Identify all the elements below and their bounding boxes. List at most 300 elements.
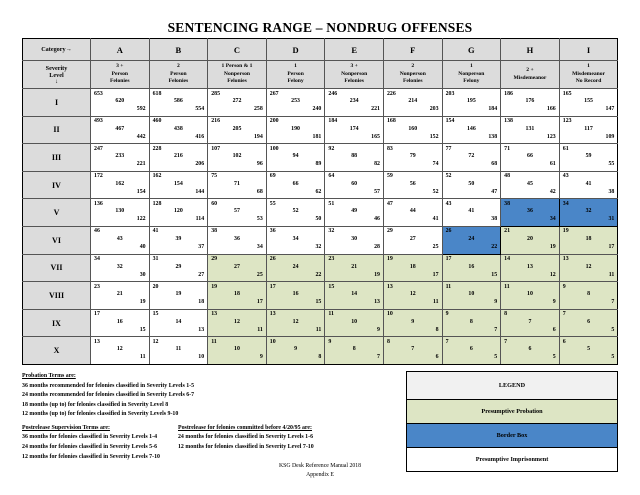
grid-cell-VII-C[interactable] [208,254,267,282]
grid-cell-V-H[interactable] [501,199,560,227]
grid-cell-X-G[interactable] [442,337,501,365]
grid-cell-II-F[interactable] [383,116,442,144]
grid-cell-II-G[interactable] [442,116,501,144]
grid-cell-X-E[interactable] [325,337,384,365]
cell-mid-term: 130 [115,208,125,215]
column-header-g: G [442,39,501,61]
cell-high-term: 226 [386,90,396,97]
cell-high-term: 41 [152,228,159,235]
grid-cell-VII-D[interactable] [266,254,325,282]
cell-low-term: 42 [549,188,556,195]
grid-row [23,226,618,254]
grid-cell-V-B[interactable] [149,199,208,227]
cell-low-term: 154 [136,188,146,195]
grid-cell-IX-E[interactable] [325,309,384,337]
grid-cell-VI-F[interactable] [383,226,442,254]
cell-mid-term: 214 [408,98,418,104]
cell-low-term: 57 [374,188,380,195]
cell-low-term: 27 [198,271,205,278]
cell-high-term: 29 [386,228,393,235]
cell-mid-term: 12 [585,263,592,270]
grid-cell-VI-I[interactable] [559,226,618,254]
cell-high-term: 162 [152,173,162,180]
severity-level-header-cell [23,61,91,89]
cell-high-term: 267 [269,90,279,97]
cell-mid-term: 7 [411,346,415,353]
cell-mid-term: 36 [527,208,533,215]
cell-low-term: 25 [256,271,263,278]
cell-mid-term: 6 [587,318,591,325]
grid-cell-I-B[interactable] [149,89,208,117]
page-title: SENTENCING RANGE – NONDRUG OFFENSES [167,20,473,35]
severity-label-line2: Level [49,71,64,79]
cell-low-term: 8 [318,354,322,361]
grid-cell-II-A[interactable] [91,116,150,144]
grid-cell-IV-H[interactable] [501,171,560,199]
grid-row [23,282,618,310]
cell-high-term: 186 [504,90,513,97]
probation-term-line: 18 months (up to) for felonies classified in Severity Level 8 [22,401,169,408]
postrelease-before-line: 24 months for felonies classified in Severity Levels 1-6 [177,434,314,441]
cell-low-term: 55 [608,161,615,168]
grid-cell-VIII-C[interactable] [208,282,267,310]
grid-cell-VII-A[interactable] [91,254,150,282]
postrelease-before-block [178,424,314,462]
cell-high-term: 13 [269,311,276,318]
grid-cell-VI-C[interactable] [208,226,267,254]
cell-low-term: 258 [253,106,263,112]
cell-high-term: 38 [211,228,218,235]
postrelease-line: 36 months for felonies classified in Severity Levels 1-4 [22,434,158,441]
cell-high-term: 52 [445,173,452,180]
cell-high-term: 136 [94,200,103,207]
grid-cell-IX-F[interactable] [383,309,442,337]
severity-level-IV: IV [23,171,91,199]
grid-cell-I-A[interactable] [91,89,150,117]
cell-low-term: 138 [488,133,498,140]
cell-mid-term: 131 [525,125,535,132]
cell-mid-term: 27 [234,263,240,270]
cell-mid-term: 10 [468,291,475,298]
grid-cell-II-B[interactable] [149,116,208,144]
severity-level-III: III [23,144,91,172]
cell-high-term: 168 [386,118,396,125]
cell-mid-term: 6 [528,346,532,353]
cell-low-term: 52 [432,188,439,195]
cell-mid-term: 146 [466,125,476,132]
cell-mid-term: 29 [175,263,182,270]
cell-mid-term: 20 [527,235,533,242]
postrelease-before-line: 12 months for felonies classified in Severity Level 7-10 [177,443,314,450]
cell-low-term: 68 [491,161,498,168]
cell-high-term: 43 [445,200,452,207]
cell-mid-term: 162 [115,180,125,187]
grid-cell-VII-F[interactable] [383,254,442,282]
cell-low-term: 89 [315,161,322,168]
grid-cell-IV-F[interactable] [383,171,442,199]
cell-low-term: 6 [435,354,439,361]
cell-mid-term: 32 [585,208,592,215]
grid-cell-I-I[interactable] [559,89,618,117]
grid-cell-II-D[interactable] [266,116,325,144]
cell-high-term: 11 [504,283,510,290]
cell-low-term: 554 [195,106,205,112]
grid-cell-X-A[interactable] [91,337,150,365]
cell-low-term: 96 [256,161,263,168]
probation-terms-heading: Probation Terms are: [22,373,76,379]
cell-mid-term: 71 [234,180,240,187]
cell-low-term: 181 [312,133,322,140]
cell-high-term: 100 [269,145,279,152]
grid-cell-VI-H[interactable] [501,226,560,254]
cell-high-term: 17 [269,283,276,290]
cell-high-term: 19 [386,256,393,263]
cell-low-term: 15 [139,326,146,333]
grid-cell-IX-H[interactable] [501,309,560,337]
grid-cell-X-D[interactable] [266,337,325,365]
footer [0,462,640,480]
cell-high-term: 228 [152,145,162,152]
category-arrow-icon: → [65,46,72,53]
grid-cell-IV-I[interactable] [559,171,618,199]
cell-mid-term: 57 [234,208,240,215]
grid-cell-I-E[interactable] [325,89,384,117]
grid-cell-X-B[interactable] [149,337,208,365]
cell-low-term: 17 [256,299,263,306]
legend-item-border-box: Border Box [407,424,617,448]
cell-high-term: 32 [328,228,335,235]
grid-cell-III-C[interactable] [208,144,267,172]
cell-low-term: 7 [377,354,380,361]
grid-cell-VI-A[interactable] [91,226,150,254]
postrelease-before-heading: Postrelease for felonies committed before 4/20/95 are: [177,424,313,431]
cell-mid-term: 9 [294,346,298,353]
cell-mid-term: 16 [116,318,123,325]
cell-low-term: 152 [429,133,439,140]
cell-mid-term: 27 [409,235,416,242]
cell-high-term: 71 [504,145,511,152]
column-desc-i: 1 Misdemeanor No Record [559,61,618,89]
grid-row [23,171,618,199]
cell-high-term: 285 [211,90,221,97]
cell-mid-term: 24 [468,235,475,242]
column-desc-e: 3 + Nonperson Felonies [325,61,384,89]
cell-high-term: 460 [152,118,162,125]
cell-low-term: 38 [491,216,498,223]
column-header-d: D [266,39,325,61]
cell-high-term: 13 [562,256,569,263]
probation-term-line: 24 months recommended for felonies classified in Severity Levels 6-7 [22,392,195,399]
grid-cell-IV-D[interactable] [266,171,325,199]
cell-high-term: 46 [94,228,100,235]
cell-low-term: 184 [488,106,498,112]
grid-cell-III-G[interactable] [442,144,501,172]
severity-arrow-icon: ↓ [55,78,58,85]
grid-cell-V-E[interactable] [325,199,384,227]
cell-high-term: 200 [269,118,279,125]
grid-cell-V-F[interactable] [383,199,442,227]
grid-cell-III-E[interactable] [325,144,384,172]
cell-low-term: 37 [198,243,205,250]
cell-low-term: 11 [140,354,146,361]
cell-low-term: 5 [611,354,615,361]
cell-mid-term: 66 [292,180,299,187]
cell-low-term: 11 [315,326,322,333]
cell-mid-term: 18 [409,263,416,270]
cell-low-term: 12 [549,271,556,278]
cell-high-term: 11 [445,283,452,290]
grid-cell-III-A[interactable] [91,144,150,172]
cell-mid-term: 16 [468,263,475,270]
cell-high-term: 172 [94,173,103,180]
grid-cell-X-C[interactable] [208,337,267,365]
grid-cell-VII-I[interactable] [559,254,618,282]
cell-high-term: 11 [211,338,217,345]
cell-mid-term: 9 [411,318,415,325]
grid-cell-VIII-H[interactable] [501,282,560,310]
cell-high-term: 75 [211,173,218,180]
grid-cell-IX-B[interactable] [149,309,208,337]
cell-low-term: 25 [432,243,439,250]
cell-high-term: 17 [94,311,100,318]
grid-cell-V-A[interactable] [91,199,150,227]
cell-mid-term: 586 [173,98,183,104]
severity-level-V: V [23,199,91,227]
cell-high-term: 19 [211,283,218,290]
cell-mid-term: 60 [351,180,358,187]
grid-cell-III-D[interactable] [266,144,325,172]
grid-cell-I-F[interactable] [383,89,442,117]
cell-mid-term: 10 [527,291,533,298]
cell-high-term: 154 [445,118,455,125]
cell-high-term: 13 [386,283,393,290]
cell-high-term: 216 [211,118,221,125]
cell-high-term: 61 [562,145,569,152]
grid-row [23,337,618,365]
cell-high-term: 20 [152,283,159,290]
cell-low-term: 82 [374,161,380,168]
cell-high-term: 246 [328,90,338,97]
cell-low-term: 19 [139,299,146,306]
postrelease-columns [22,424,442,462]
grid-row [23,309,618,337]
severity-level-VII: VII [23,254,91,282]
cell-mid-term: 94 [292,153,299,160]
cell-mid-term: 190 [291,125,300,132]
grid-cell-IV-A[interactable] [91,171,150,199]
grid-cell-X-H[interactable] [501,337,560,365]
grid-cell-VIII-E[interactable] [325,282,384,310]
cell-high-term: 38 [504,200,511,207]
cell-high-term: 107 [211,145,221,152]
cell-low-term: 9 [552,299,556,306]
cell-low-term: 62 [315,188,322,195]
cell-mid-term: 59 [585,153,592,160]
grid-cell-V-D[interactable] [266,199,325,227]
cell-mid-term: 14 [351,291,358,298]
cell-low-term: 9 [377,326,380,333]
legend-item-presumptive-probation: Presumptive Probation [407,400,617,424]
cell-high-term: 13 [211,311,218,318]
cell-mid-term: 205 [232,125,242,132]
cell-mid-term: 11 [175,346,182,353]
cell-mid-term: 8 [352,346,356,353]
grid-cell-IV-E[interactable] [325,171,384,199]
grid-cell-VII-E[interactable] [325,254,384,282]
cell-high-term: 21 [504,228,511,235]
cell-mid-term: 66 [527,153,533,160]
cell-mid-term: 24 [292,263,299,270]
cell-mid-term: 160 [408,125,418,132]
grid-cell-I-H[interactable] [501,89,560,117]
cell-high-term: 43 [562,173,569,180]
grid-cell-I-C[interactable] [208,89,267,117]
grid-cell-IV-C[interactable] [208,171,267,199]
cell-mid-term: 50 [468,180,475,187]
cell-low-term: 61 [549,161,556,168]
grid-cell-III-F[interactable] [383,144,442,172]
cell-high-term: 92 [328,145,335,152]
cell-mid-term: 79 [409,153,416,160]
grid-cell-IV-B[interactable] [149,171,208,199]
cell-mid-term: 10 [351,318,358,325]
cell-low-term: 203 [429,106,439,112]
postrelease-line: 24 months for felonies classified in Severity Levels 5-6 [22,443,158,450]
cell-low-term: 46 [374,216,380,223]
cell-high-term: 55 [269,200,276,207]
cell-high-term: 493 [94,118,103,125]
cell-low-term: 74 [432,161,439,168]
column-desc-c: 1 Person & 1 Nonperson Felonies [208,61,267,89]
grid-cell-V-C[interactable] [208,199,267,227]
footer-appendix: Appendix E [306,471,334,478]
cell-low-term: 147 [605,106,615,112]
cell-high-term: 29 [211,256,218,263]
grid-cell-IV-G[interactable] [442,171,501,199]
cell-mid-term: 56 [409,180,416,187]
cell-low-term: 32 [315,243,322,250]
cell-mid-term: 13 [527,263,533,270]
column-desc-g: 1 Nonperson Felony [442,61,501,89]
cell-high-term: 77 [445,145,452,152]
cell-mid-term: 43 [116,235,123,242]
grid-cell-VII-G[interactable] [442,254,501,282]
column-desc-a: 3 + Person Felonies [91,61,150,89]
column-header-h: H [501,39,560,61]
grid-row [23,116,618,144]
grid-cell-VI-B[interactable] [149,226,208,254]
grid-cell-III-H[interactable] [501,144,560,172]
cell-low-term: 22 [315,271,322,278]
cell-low-term: 5 [611,326,615,333]
grid-cell-VIII-D[interactable] [266,282,325,310]
grid-cell-IX-A[interactable] [91,309,150,337]
grid-cell-III-I[interactable] [559,144,618,172]
postrelease-supervision-block [22,424,160,462]
cell-high-term: 7 [445,338,449,345]
grid-cell-V-G[interactable] [442,199,501,227]
grid-cell-III-B[interactable] [149,144,208,172]
cell-mid-term: 102 [232,153,242,160]
cell-high-term: 15 [152,311,159,318]
footer-manual-title: KSG Desk Reference Manual 2018 [278,463,362,469]
cell-mid-term: 41 [585,180,592,187]
cell-high-term: 247 [94,145,103,152]
grid-cell-VIII-G[interactable] [442,282,501,310]
grid-cell-VIII-F[interactable] [383,282,442,310]
cell-high-term: 34 [94,256,100,263]
sentencing-grid-table [22,38,618,365]
severity-level-I: I [23,89,91,117]
cell-high-term: 6 [562,338,566,345]
cell-mid-term: 176 [525,98,535,104]
grid-cell-II-H[interactable] [501,116,560,144]
cell-high-term: 138 [504,118,513,125]
cell-mid-term: 253 [291,98,300,104]
grid-cell-VIII-A[interactable] [91,282,150,310]
grid-cell-II-E[interactable] [325,116,384,144]
grid-cell-IX-D[interactable] [266,309,325,337]
grid-cell-VIII-B[interactable] [149,282,208,310]
cell-low-term: 30 [139,271,146,278]
cell-high-term: 9 [445,311,449,318]
cell-high-term: 653 [94,90,103,97]
column-header-e: E [325,39,384,61]
cell-high-term: 8 [386,338,390,345]
footnotes [22,372,442,462]
cell-high-term: 19 [562,228,569,235]
grid-cell-IX-C[interactable] [208,309,267,337]
grid-cell-X-I[interactable] [559,337,618,365]
cell-low-term: 17 [608,243,615,250]
grid-cell-IX-I[interactable] [559,309,618,337]
cell-low-term: 15 [315,299,322,306]
grid-cell-IX-G[interactable] [442,309,501,337]
grid-header [23,39,618,89]
cell-low-term: 240 [312,106,322,112]
cell-low-term: 7 [494,326,498,333]
cell-low-term: 144 [195,188,205,195]
grid-cell-V-I[interactable] [559,199,618,227]
cell-low-term: 123 [546,133,556,140]
cell-low-term: 122 [136,216,146,223]
cell-mid-term: 234 [349,98,359,104]
grid-cell-X-F[interactable] [383,337,442,365]
grid-cell-VII-B[interactable] [149,254,208,282]
cell-high-term: 51 [328,200,335,207]
cell-low-term: 194 [253,133,263,140]
grid-cell-II-I[interactable] [559,116,618,144]
cell-mid-term: 195 [466,98,476,104]
cell-high-term: 59 [386,173,393,180]
grid-cell-VI-E[interactable] [325,226,384,254]
cell-low-term: 11 [608,271,615,278]
cell-high-term: 203 [445,90,455,97]
grid-cell-I-D[interactable] [266,89,325,117]
cell-low-term: 11 [432,299,439,306]
cell-low-term: 34 [256,243,263,250]
grid-cell-VII-H[interactable] [501,254,560,282]
grid-cell-VIII-I[interactable] [559,282,618,310]
cell-low-term: 5 [552,354,556,361]
grid-cell-VI-D[interactable] [266,226,325,254]
grid-cell-II-C[interactable] [208,116,267,144]
grid-cell-I-G[interactable] [442,89,501,117]
cell-high-term: 7 [504,338,508,345]
severity-level-X: X [23,337,91,365]
grid-cell-VI-G[interactable] [442,226,501,254]
cell-low-term: 18 [198,299,205,306]
